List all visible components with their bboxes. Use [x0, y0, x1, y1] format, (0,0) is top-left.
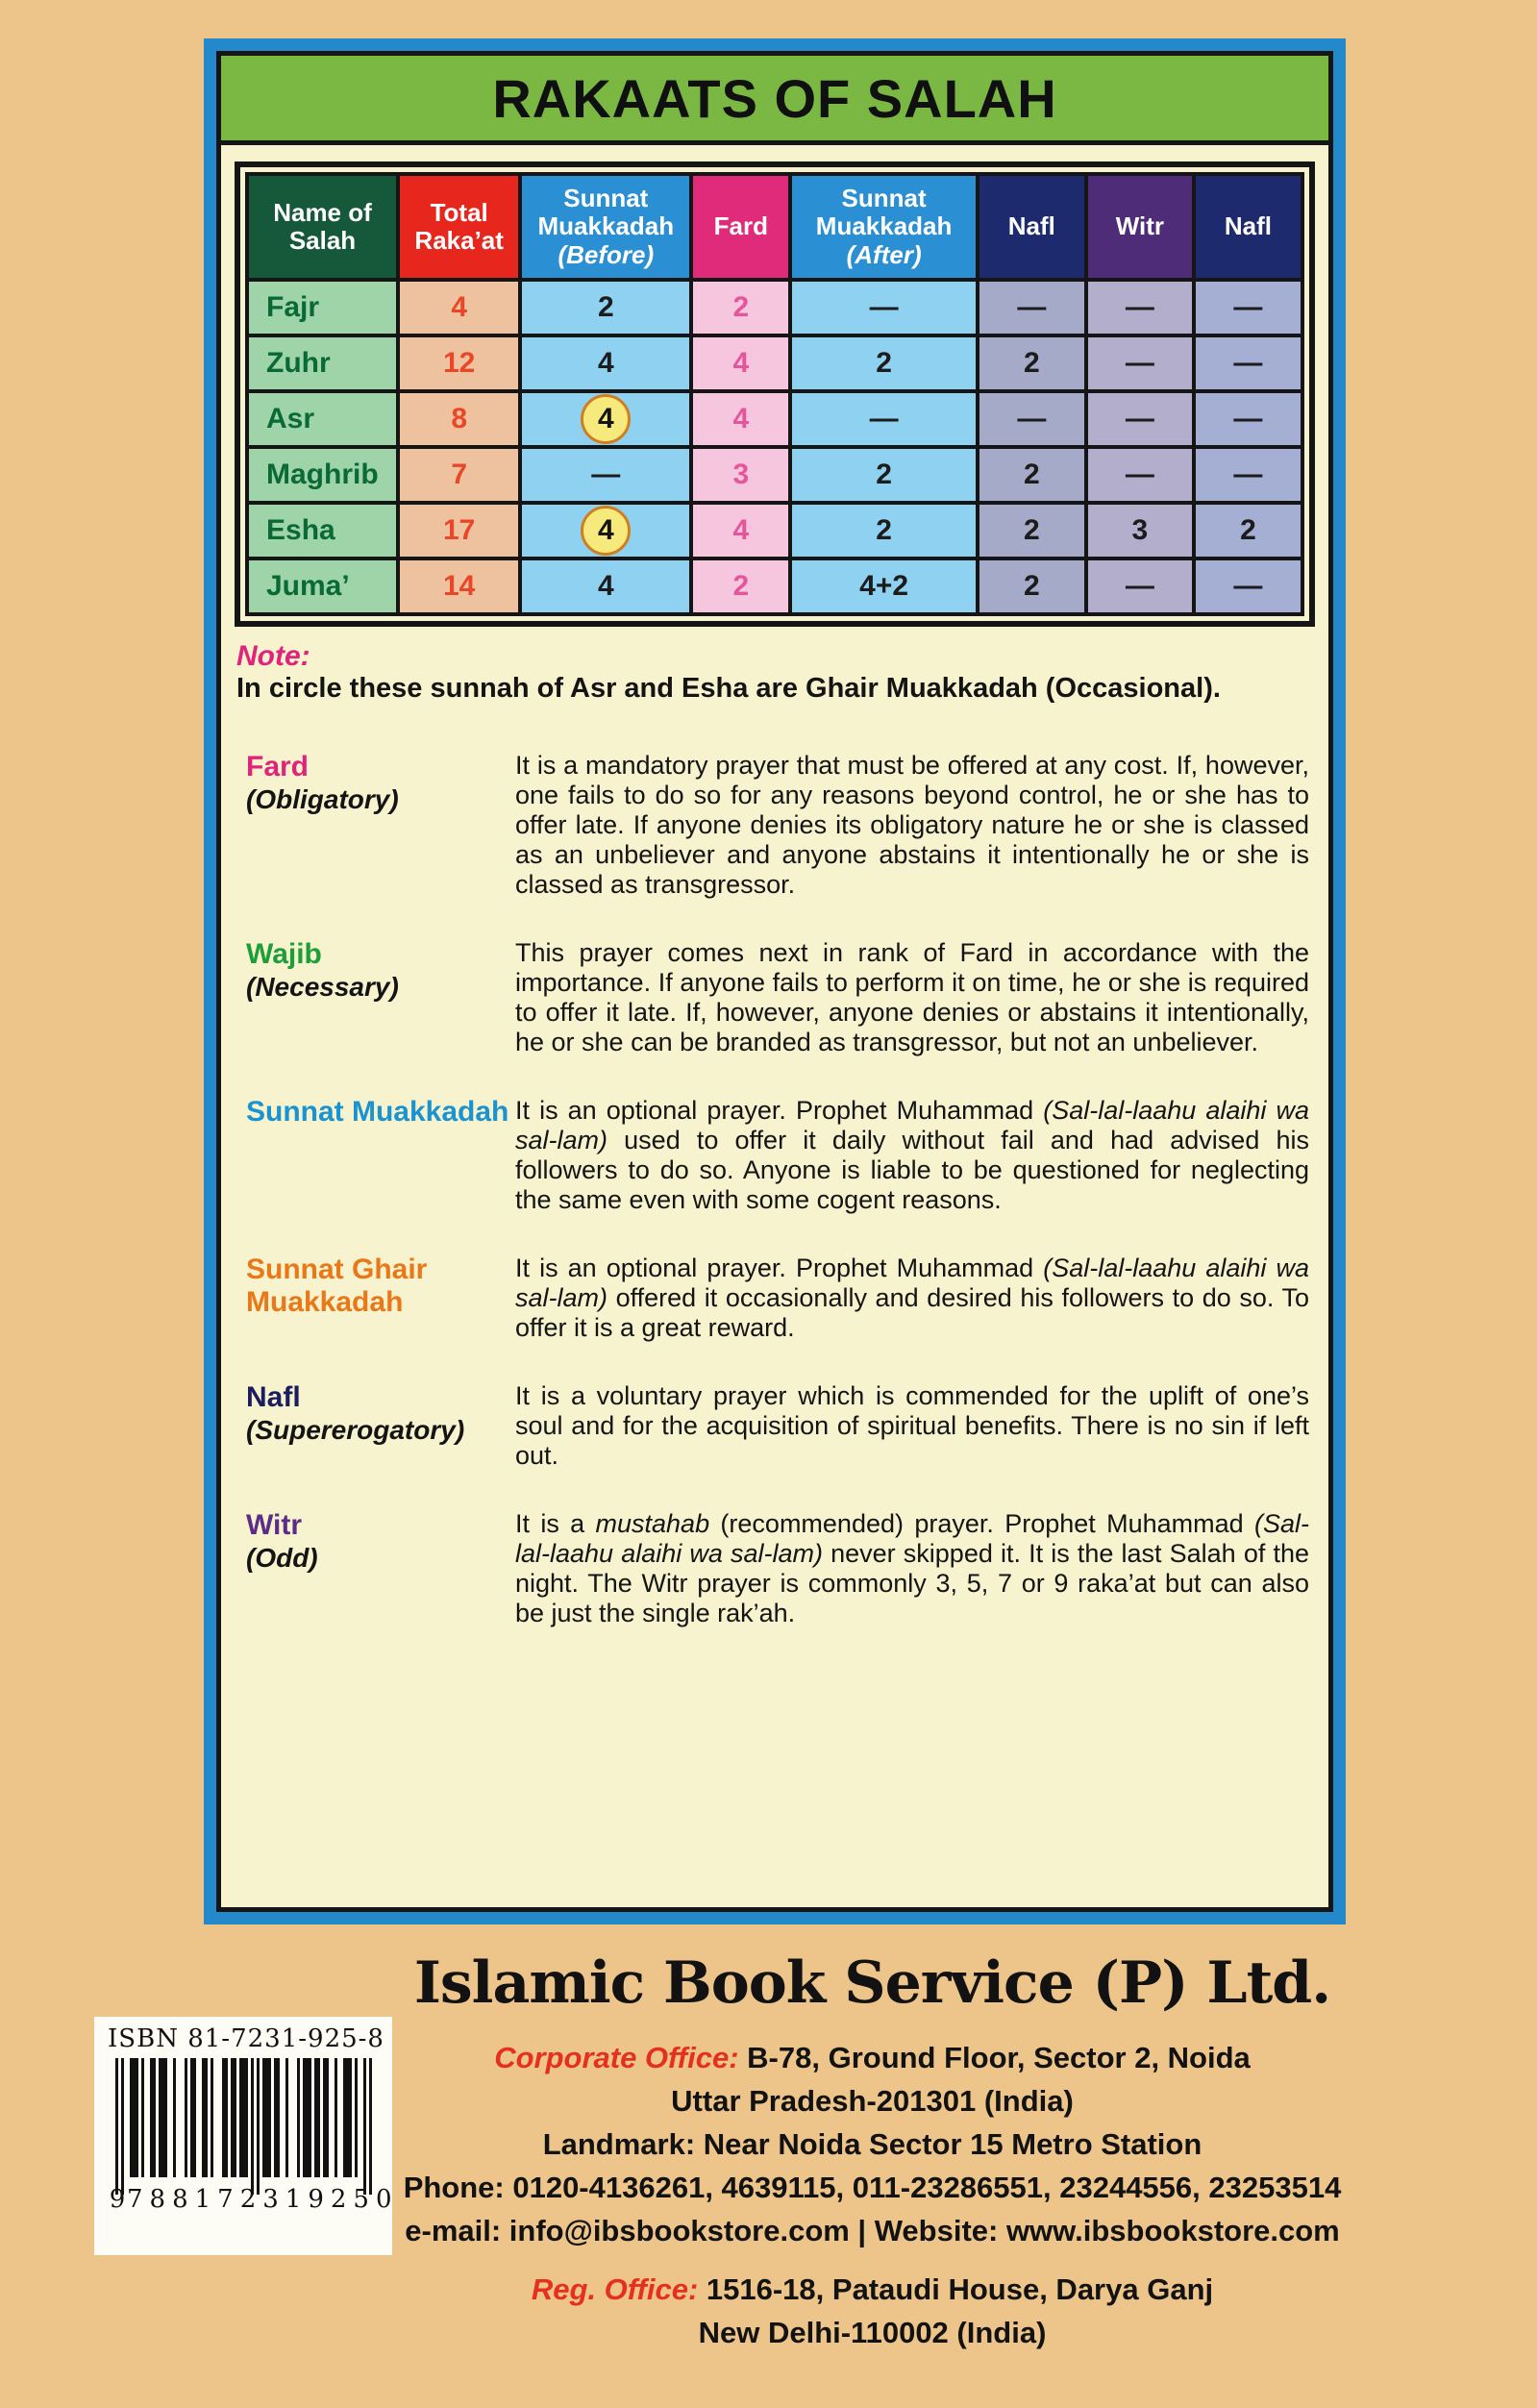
col-header-witr: Witr	[1086, 174, 1194, 280]
cell-name: Maghrib	[247, 447, 398, 503]
col-header-name: Name of Salah	[247, 174, 398, 280]
cell-nafl-2: —	[1194, 447, 1302, 503]
rakaat-table-border	[235, 161, 1315, 627]
cell-sunnat-after: —	[790, 280, 977, 335]
definition-wajib-text: This prayer comes next in rank of Fard in accordance with the importance. If anyone fails to perform it on time, he or she is required to offer it late. If, however, anyone denies or abstains it intentionally, he or she can be branded as transgressor, but not an unbeliever.	[515, 938, 1309, 1057]
term-sunnat-muakkadah: Sunnat Muakkadah	[246, 1096, 509, 1129]
definition-nafl-text: It is a voluntary prayer which is commended for the uplift of one’s soul and for the acquisition of spiritual benefits. There is no sin if left out.	[515, 1381, 1309, 1471]
cell-sunnat-before: 4	[520, 335, 691, 391]
poster-panel	[216, 51, 1333, 1912]
barcode-bars	[115, 2058, 372, 2198]
publisher-name: Islamic Book Service (P) Ltd.	[413, 1949, 1331, 2017]
definition-fard-text: It is a mandatory prayer that must be offered at any cost. If, however, one fails to do so for any reasons beyond control, he or she has to offer late. If anyone denies its obligatory nature he or she is classed as an unbeliever and anyone abstains it intentionally he or she is classed as transgressor.	[515, 751, 1309, 900]
cell-total: 7	[398, 447, 520, 503]
corporate-office-line: Corporate Office: B-78, Ground Floor, Sector 2, Noida	[494, 2041, 1251, 2074]
cell-fard: 2	[691, 280, 790, 335]
reg-office-line2: New Delhi-110002 (India)	[698, 2316, 1047, 2349]
cell-total: 14	[398, 559, 520, 614]
occasional-circle: 4	[581, 506, 631, 556]
cell-sunnat-after: 2	[790, 503, 977, 559]
corporate-office-line2: Uttar Pradesh-201301 (India)	[671, 2084, 1074, 2118]
isbn-barcode	[94, 2017, 399, 2255]
cell-nafl-1: —	[978, 391, 1086, 447]
col-header-nafl-2: Nafl	[1194, 174, 1302, 280]
email-website-line: e-mail: info@ibsbookstore.com | Website: www.ibsbookstore.com	[405, 2214, 1340, 2247]
cell-total: 8	[398, 391, 520, 447]
note-block	[236, 640, 1313, 705]
table-row-esha	[247, 503, 1302, 559]
cell-name: Zuhr	[247, 335, 398, 391]
reg-office-line: Reg. Office: 1516-18, Pataudi House, Darya Ganj	[531, 2272, 1214, 2306]
term-wajib-sub: (Necessary)	[246, 972, 399, 1003]
cell-nafl-1: 2	[978, 503, 1086, 559]
definition-sunnat-ghair-muakkadah	[236, 1254, 1313, 1343]
table-row-juma	[247, 559, 1302, 614]
cell-nafl-2: —	[1194, 280, 1302, 335]
cell-total: 4	[398, 280, 520, 335]
cell-witr: 3	[1086, 503, 1194, 559]
cell-witr: —	[1086, 335, 1194, 391]
poster-frame	[204, 38, 1346, 1924]
cell-nafl-1: 2	[978, 559, 1086, 614]
landmark-line: Landmark: Near Noida Sector 15 Metro Station	[542, 2127, 1202, 2161]
cell-sunnat-before-circled	[520, 503, 691, 559]
col-header-sunnat-before: Sunnat Muakkadah (Before)	[520, 174, 691, 280]
table-row-fajr	[247, 280, 1302, 335]
definition-nafl	[236, 1381, 1313, 1471]
cell-sunnat-after: 2	[790, 335, 977, 391]
isbn-number: ISBN 81-7231-925-8	[108, 2024, 384, 2053]
definition-wajib	[236, 938, 1313, 1057]
term-fard: Fard	[246, 751, 310, 783]
cell-sunnat-after: 2	[790, 447, 977, 503]
cell-nafl-1: 2	[978, 447, 1086, 503]
note-label: Note:	[236, 640, 310, 672]
occasional-circle: 4	[581, 394, 631, 444]
definition-witr	[236, 1509, 1313, 1628]
term-nafl-sub: (Supererogatory)	[246, 1415, 465, 1446]
cell-total: 12	[398, 335, 520, 391]
col-header-fard: Fard	[691, 174, 790, 280]
cell-witr: —	[1086, 559, 1194, 614]
cell-witr: —	[1086, 447, 1194, 503]
reg-office-block	[221, 2268, 1524, 2354]
barcode-digits-left: 788172	[127, 2185, 263, 2214]
barcode-digits	[108, 2185, 399, 2214]
cell-total: 17	[398, 503, 520, 559]
cell-name: Esha	[247, 503, 398, 559]
definition-sunnat-ghair-muakkadah-text: It is an optional prayer. Prophet Muhammad (Sal-lal-laahu alaihi wa sal-lam) offered it occasionally and desired his followers to do so. To offer it is a great reward.	[515, 1254, 1309, 1343]
cell-nafl-2: —	[1194, 391, 1302, 447]
rakaat-table	[245, 172, 1304, 616]
cell-nafl-1: 2	[978, 335, 1086, 391]
definitions-list	[236, 751, 1313, 1628]
poster-title: RAKAATS OF SALAH	[492, 67, 1057, 129]
phone-line: Phone: 0120-4136261, 4639115, 011-23286551, 23244556, 23253514	[403, 2171, 1342, 2204]
cell-name: Juma’	[247, 559, 398, 614]
definition-sunnat-muakkadah-text: It is an optional prayer. Prophet Muhammad (Sal-lal-laahu alaihi wa sal-lam) used to offer it daily without fail and had advised his followers to do so. Anyone is liable to be questioned for neglecting the same even with some cogent reasons.	[515, 1096, 1309, 1215]
term-nafl: Nafl	[246, 1381, 301, 1414]
term-fard-sub: (Obligatory)	[246, 784, 399, 815]
cell-fard: 3	[691, 447, 790, 503]
cell-nafl-2: —	[1194, 559, 1302, 614]
table-row-maghrib	[247, 447, 1302, 503]
table-header-row	[247, 174, 1302, 280]
cell-name: Asr	[247, 391, 398, 447]
cell-witr: —	[1086, 391, 1194, 447]
cell-fard: 4	[691, 335, 790, 391]
poster-title-bar	[221, 56, 1328, 145]
table-row-zuhr	[247, 335, 1302, 391]
corporate-office-label: Corporate Office:	[494, 2041, 739, 2074]
cell-nafl-2: 2	[1194, 503, 1302, 559]
term-witr: Witr	[246, 1509, 303, 1542]
cell-sunnat-before-circled	[520, 391, 691, 447]
col-header-nafl-1: Nafl	[978, 174, 1086, 280]
col-header-sunnat-after: Sunnat Muakkadah (After)	[790, 174, 977, 280]
cell-fard: 4	[691, 391, 790, 447]
cell-fard: 2	[691, 559, 790, 614]
col-header-total: Total Raka’at	[398, 174, 520, 280]
definition-witr-text: It is a mustahab (recommended) prayer. Prophet Muhammad (Sal-lal-laahu alaihi wa sal-lam) never skipped it. It is the last Salah of the night. The Witr prayer is commonly 3, 5, 7 or 9 raka’at but can also be just the single rak’ah.	[515, 1509, 1309, 1628]
poster-content	[221, 145, 1328, 1628]
term-witr-sub: (Odd)	[246, 1543, 318, 1574]
cell-nafl-1: —	[978, 280, 1086, 335]
table-row-asr	[247, 391, 1302, 447]
barcode-digits-right: 319250	[262, 2185, 399, 2214]
cell-sunnat-after: —	[790, 391, 977, 447]
term-wajib: Wajib	[246, 938, 322, 971]
term-sunnat-ghair-muakkadah: Sunnat Ghair Muakkadah	[246, 1254, 428, 1319]
cell-sunnat-before: 4	[520, 559, 691, 614]
note-text: In circle these sunnah of Asr and Esha are Ghair Muakkadah (Occasional).	[236, 673, 1221, 704]
cell-witr: —	[1086, 280, 1194, 335]
definition-fard	[236, 751, 1313, 900]
publisher-block	[221, 1949, 1524, 2354]
cell-name: Fajr	[247, 280, 398, 335]
cell-nafl-2: —	[1194, 335, 1302, 391]
cell-sunnat-before: 2	[520, 280, 691, 335]
definition-sunnat-muakkadah	[236, 1096, 1313, 1215]
reg-office-label: Reg. Office:	[531, 2272, 699, 2306]
cell-fard: 4	[691, 503, 790, 559]
cell-sunnat-after: 4+2	[790, 559, 977, 614]
cell-sunnat-before: —	[520, 447, 691, 503]
barcode-digit-first: 9	[109, 2185, 126, 2214]
